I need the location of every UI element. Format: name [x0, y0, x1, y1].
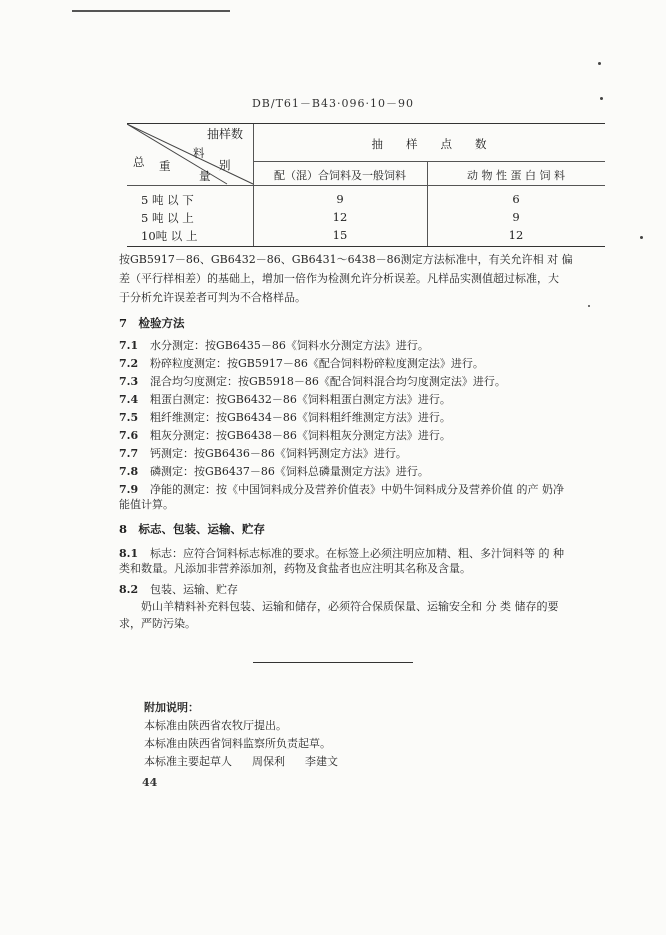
item-number: 7.6: [119, 429, 139, 442]
scan-speck: [598, 62, 601, 65]
tolerance-para-line: 差（平行样相差）的基础上，增加一倍作为检测允许分析误差。凡样品实测值超过标准，大: [119, 272, 559, 285]
item-text: 混合均匀度测定：按GB5918－86《配合饲料混合均匀度测定法》进行。: [150, 375, 506, 388]
drafter-name: 李建文: [305, 755, 338, 768]
item-number: 7.2: [119, 357, 139, 370]
item-number: 7.5: [119, 411, 139, 424]
tolerance-para-line: 于分析允许误差者可判为不合格样品。: [119, 291, 306, 304]
item-text: 磷测定：按GB6437－86《饲料总磷量测定方法》进行。: [150, 465, 429, 478]
item-text: 钙测定：按GB6436－86《饲料钙测定方法》进行。: [150, 447, 407, 460]
row-value-col2: 6: [512, 192, 520, 206]
group-header: 抽 样 点 数: [371, 137, 487, 151]
corner-sample-count: 抽样数: [207, 127, 244, 141]
tolerance-para-line: 按GB5917－86、GB6432－86、GB6431～6438－86测定方法标准中，有关允许相 对 偏: [119, 253, 573, 266]
sampling-table: [127, 123, 605, 247]
row-value-col2: 9: [512, 210, 520, 224]
corner-weight: 重: [159, 159, 171, 173]
item-text: 净能的测定：按《中国饲料成分及营养价值表》中奶牛饲料成分及营养价值 的产 奶净: [150, 483, 564, 496]
item-text: 标志：应符合饲料标志标准的要求。在标签上必须注明应加精、粗、多汁饲料等 的 种: [150, 547, 564, 560]
table-header-rule: [127, 185, 605, 186]
drafter-name: 周保利: [252, 755, 285, 768]
standard-code-header: DB/T61－B43·096·10－90: [251, 97, 414, 110]
item-continuation: 类和数量。凡添加非营养添加剂，药物及食盐者也应注明其名称及含量。: [119, 562, 471, 575]
drafters-label: 本标准主要起草人: [144, 755, 232, 768]
notes-line: 本标准由陕西省饲料监察所负责起草。: [144, 737, 331, 750]
corner-quantity: 量: [199, 169, 211, 183]
notes-drafters: [144, 753, 338, 769]
col2-header: 动 物 性 蛋 白 饲 料: [467, 169, 565, 182]
item-number: 7.1: [119, 339, 139, 352]
item-text: 包装、运输、贮存: [150, 583, 238, 596]
scan-speck: [640, 236, 643, 239]
col1-header: 配（混）合饲料及一般饲料: [274, 169, 406, 182]
list-item: [119, 391, 451, 407]
item-number: 7.3: [119, 375, 139, 388]
row-value-col1: 12: [332, 210, 348, 224]
row-label: 5 吨 以 下: [141, 193, 194, 207]
page-number: 44: [142, 776, 158, 789]
packaging-para-line: 奶山羊精料补充料包装、运输和储存，必须符合保质保量、运输安全和 分 类 储存的要: [141, 600, 559, 613]
item-text: 粗蛋白测定：按GB6432－86《饲料粗蛋白测定方法》进行。: [150, 393, 451, 406]
end-of-standard-rule: [253, 662, 413, 663]
list-item: [119, 481, 564, 497]
top-edge-rule: [72, 10, 230, 12]
list-item: [119, 545, 564, 561]
list-item: [119, 409, 451, 425]
item-number: 8.2: [119, 583, 139, 596]
list-item: [119, 337, 429, 353]
list-item: [119, 355, 484, 371]
item-number: 8.1: [119, 547, 139, 560]
row-value-col2: 12: [508, 228, 524, 242]
scan-speck: [588, 305, 590, 307]
item-number: 7.4: [119, 393, 139, 406]
table-group-rule: [253, 161, 605, 162]
list-item: [119, 373, 506, 389]
packaging-para-line: 求，严防污染。: [119, 617, 196, 630]
item-number: 7.9: [119, 483, 139, 496]
list-item: [119, 427, 451, 443]
item-continuation: 能值计算。: [119, 498, 174, 511]
corner-feed: 料: [193, 146, 205, 160]
item-text: 水分测定：按GB6435－86《饲料水分测定方法》进行。: [150, 339, 429, 352]
section-8-title: 8 标志、包装、运输、贮存: [119, 522, 266, 536]
item-text: 粗灰分测定：按GB6438－86《饲料粗灰分测定方法》进行。: [150, 429, 451, 442]
item-text: 粉碎粒度测定：按GB5917－86《配合饲料粉碎粒度测定法》进行。: [150, 357, 484, 370]
item-text: 粗纤维测定：按GB6434－86《饲料粗纤维测定方法》进行。: [150, 411, 451, 424]
list-item: [119, 463, 429, 479]
notes-line: 本标准由陕西省农牧厅提出。: [144, 719, 287, 732]
corner-category: 别: [219, 158, 231, 172]
notes-title: 附加说明：: [144, 701, 199, 714]
corner-total: 总: [133, 155, 145, 169]
list-item: [119, 445, 407, 461]
row-label: 10吨 以 上: [141, 229, 198, 243]
row-value-col1: 9: [336, 192, 344, 206]
item-number: 7.7: [119, 447, 139, 460]
section-7-title: 7 检验方法: [119, 316, 185, 330]
list-item: [119, 581, 238, 597]
row-label: 5 吨 以 上: [141, 211, 194, 225]
row-value-col1: 15: [332, 228, 348, 242]
item-number: 7.8: [119, 465, 139, 478]
